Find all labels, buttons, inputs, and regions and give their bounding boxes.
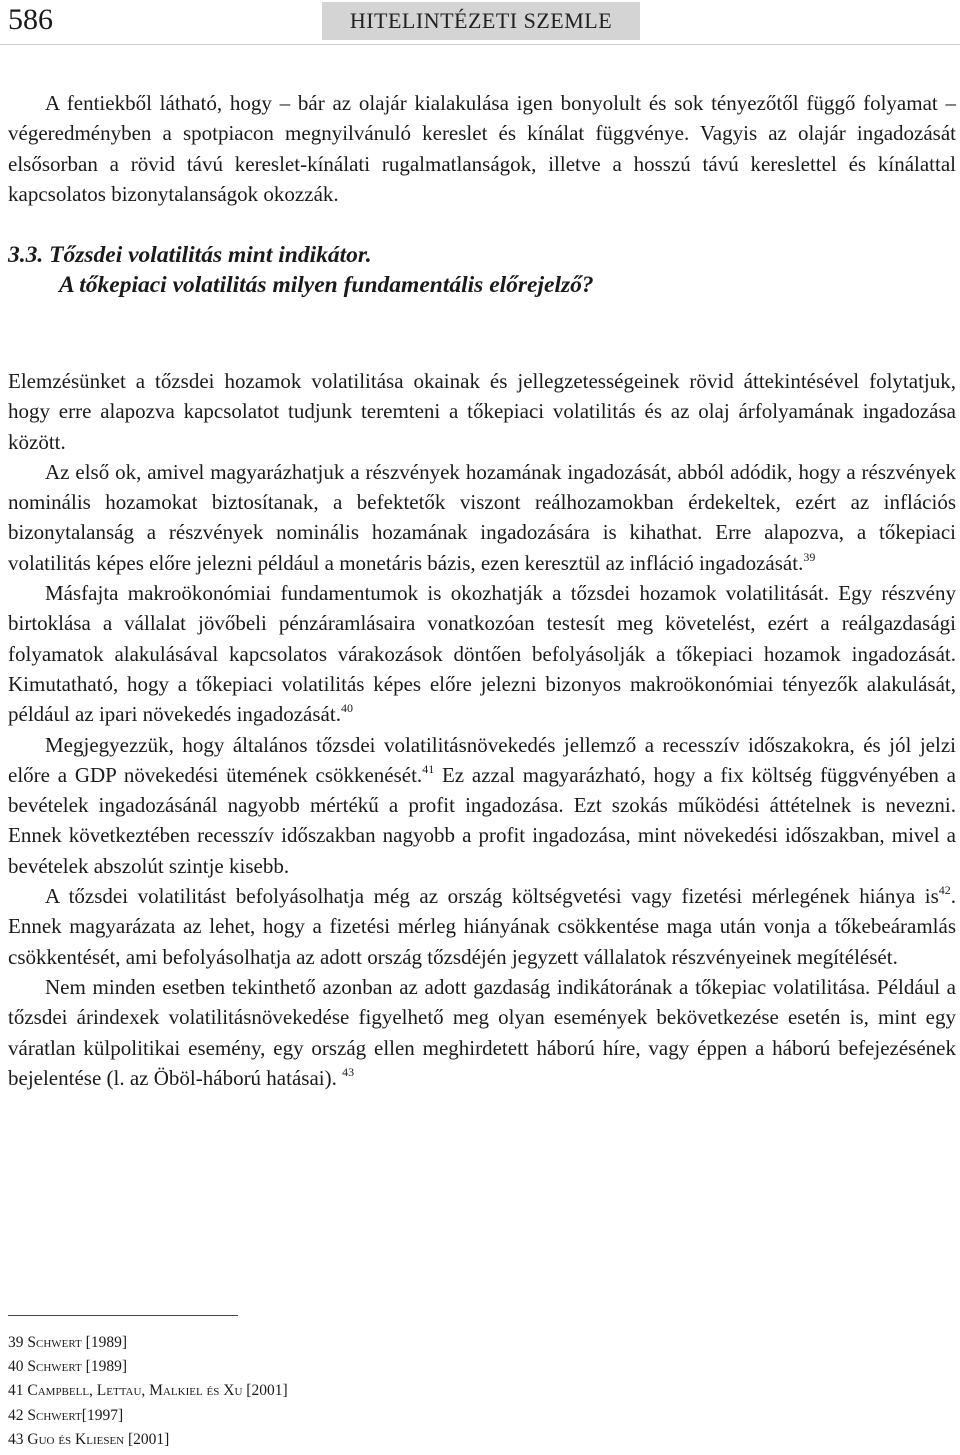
footnote-43 (8, 1428, 288, 1452)
page-number: 586 (8, 3, 53, 36)
paragraph-5-text-b: . Ennek magyarázata az lehet, hogy a fizetési mérleg hiányának csökkentése maga után vonja a tőkebeáramlás csökkentését, ami befolyásolhatja az adott ország tőzsdéjén jegyzett vállalatok részvényeinek megítélését. (8, 884, 956, 969)
page-header (0, 0, 960, 44)
paragraph-3 (8, 578, 956, 729)
footnote-authors: Schwert (27, 1406, 82, 1424)
footnote-number: 43 (8, 1430, 24, 1448)
header-divider (0, 44, 960, 45)
footnote-year: [2001] (242, 1382, 288, 1400)
footnote-ref-41[interactable]: 41 (422, 761, 435, 776)
intro-paragraph: A fentiekből látható, hogy – bár az olajár kialakulása igen bonyolult és sok tényezőtől függő folyamat – végeredményben a spotpiacon megnyilvánuló kereslet és kínálat függvénye. Vagyis az olajár ingadozását elsősorban a rövid távú kereslet-kínálati rugalmatlanságok, illetve a hosszú távú kereslettel és kínálattal kapcsolatos bizonytalanságok okozzák. (8, 91, 956, 206)
paragraph-1-text: Elemzésünket a tőzsdei hozamok volatilitása okainak és jellegzetességeinek rövid áttekintésével folytatjuk, hogy erre alapozva kapcsolatot tudjunk teremteni a tőkepiaci volatilitás és az olaj árfolyamának ingadozása között. (8, 369, 956, 454)
paragraph-5-text-a: A tőzsdei volatilitást befolyásolhatja még az ország költségvetési vagy fizetési mérlegének hiánya is (45, 884, 939, 909)
paragraph-6 (8, 972, 956, 1093)
footnote-divider (8, 1315, 238, 1316)
footnote-year: [1997] (81, 1406, 124, 1424)
section-heading (8, 240, 956, 300)
footnote-number: 41 (8, 1382, 24, 1400)
journal-title: HITELINTÉZETI SZEMLE (322, 2, 640, 40)
paragraph-5 (8, 881, 956, 972)
footnote-41 (8, 1379, 288, 1403)
paragraph-4-text-a: Megjegyezzük, hogy általános tőzsdei volatilitásnövekedés jellemző a recesszív időszakokra, és jól jelzi előre a GDP növekedési ütemének csökkenését. (8, 732, 956, 787)
footnote-number: 42 (8, 1406, 24, 1424)
footnote-number: 40 (8, 1358, 24, 1376)
paragraph-1 (8, 366, 956, 457)
intro-section (8, 88, 956, 209)
footnote-year: [2001] (124, 1430, 170, 1448)
paragraph-6-text: Nem minden esetben tekinthető azonban az adott gazdaság indikátorának a tőkepiac volatilitása. Például a tőzsdei árindexek volatilitásnövekedése figyelhető meg olyan események bekövetkezése esetén is, mint egy váratlan külpolitikai esemény, egy ország ellen meghirdetett háború híre, vagy éppen a háború befejezésének bejelentése (l. az Öböl-háború hatásai). (8, 974, 956, 1090)
footnote-40 (8, 1355, 288, 1379)
footnote-number: 39 (8, 1334, 24, 1351)
footnote-ref-42[interactable]: 42 (938, 883, 951, 898)
footnote-42 (8, 1404, 288, 1428)
section-heading-line-2: A tőkepiaci volatilitás milyen fundamentális előrejelző? (59, 272, 594, 298)
footnote-year: [1989] (81, 1334, 127, 1351)
footnote-year: [1989] (81, 1358, 127, 1376)
footnotes (8, 1331, 288, 1452)
footnote-authors: Guo és Kliesen (27, 1430, 125, 1448)
footnote-authors: Schwert (27, 1358, 82, 1376)
footnote-ref-40[interactable]: 40 (340, 701, 353, 716)
footnote-authors: Campbell, Lettau, Malkiel és Xu (27, 1382, 243, 1400)
paragraph-2 (8, 457, 956, 578)
section-heading-line-1: 3.3. Tőzsdei volatilitás mint indikátor. (8, 242, 372, 268)
paragraph-4 (8, 730, 956, 881)
paragraph-2-text: Az első ok, amivel magyarázhatjuk a részvények hozamának ingadozását, abból adódik, hogy a részvények nominális hozamokat biztosítanak, a befektetők viszont reálhozamokban érdekeltek, ezért az inflációs bizonytalanság a részvények nominális hozamának ingadozására is kihathat. Erre alapozva, a tőkepiaci volatilitás képes előre jelezni például a monetáris bázis, ezen keresztül az infláció ingadozását. (8, 459, 956, 575)
paragraph-3-text: Másfajta makroökonómiai fundamentumok is okozhatják a tőzsdei hozamok volatilitását. Egy részvény birtoklása a vállalat jövőbeli pénzáramlásaira vonatkozóan testesít meg követelést, ezért a reálgazdasági folyamatok alakulásával kapcsolatos várakozások döntően befolyásolják a tőkepiaci hozamok ingadozását. Kimutatható, hogy a tőkepiaci volatilitás képes előre jelezni bizonyos makroökonómiai tényezők alakulását, például az ipari növekedés ingadozását. (8, 581, 956, 727)
footnote-39 (8, 1331, 288, 1355)
body-text (8, 366, 956, 1093)
footnote-authors: Schwert (27, 1334, 82, 1351)
footnote-ref-43[interactable]: 43 (342, 1064, 355, 1079)
footnote-ref-39[interactable]: 39 (803, 549, 816, 564)
paragraph-4-text-b: Ez azzal magyarázható, hogy a fix költség függvényében a bevételek ingadozásánál nagyobb mértékű a profit ingadozása. Ezt szokás működési áttételnek is nevezni. Ennek következtében recesszív időszakban nagyobb a profit ingadozása, mint növekedési időszakban, mivel a bevételek abszolút szintje kisebb. (8, 762, 956, 878)
